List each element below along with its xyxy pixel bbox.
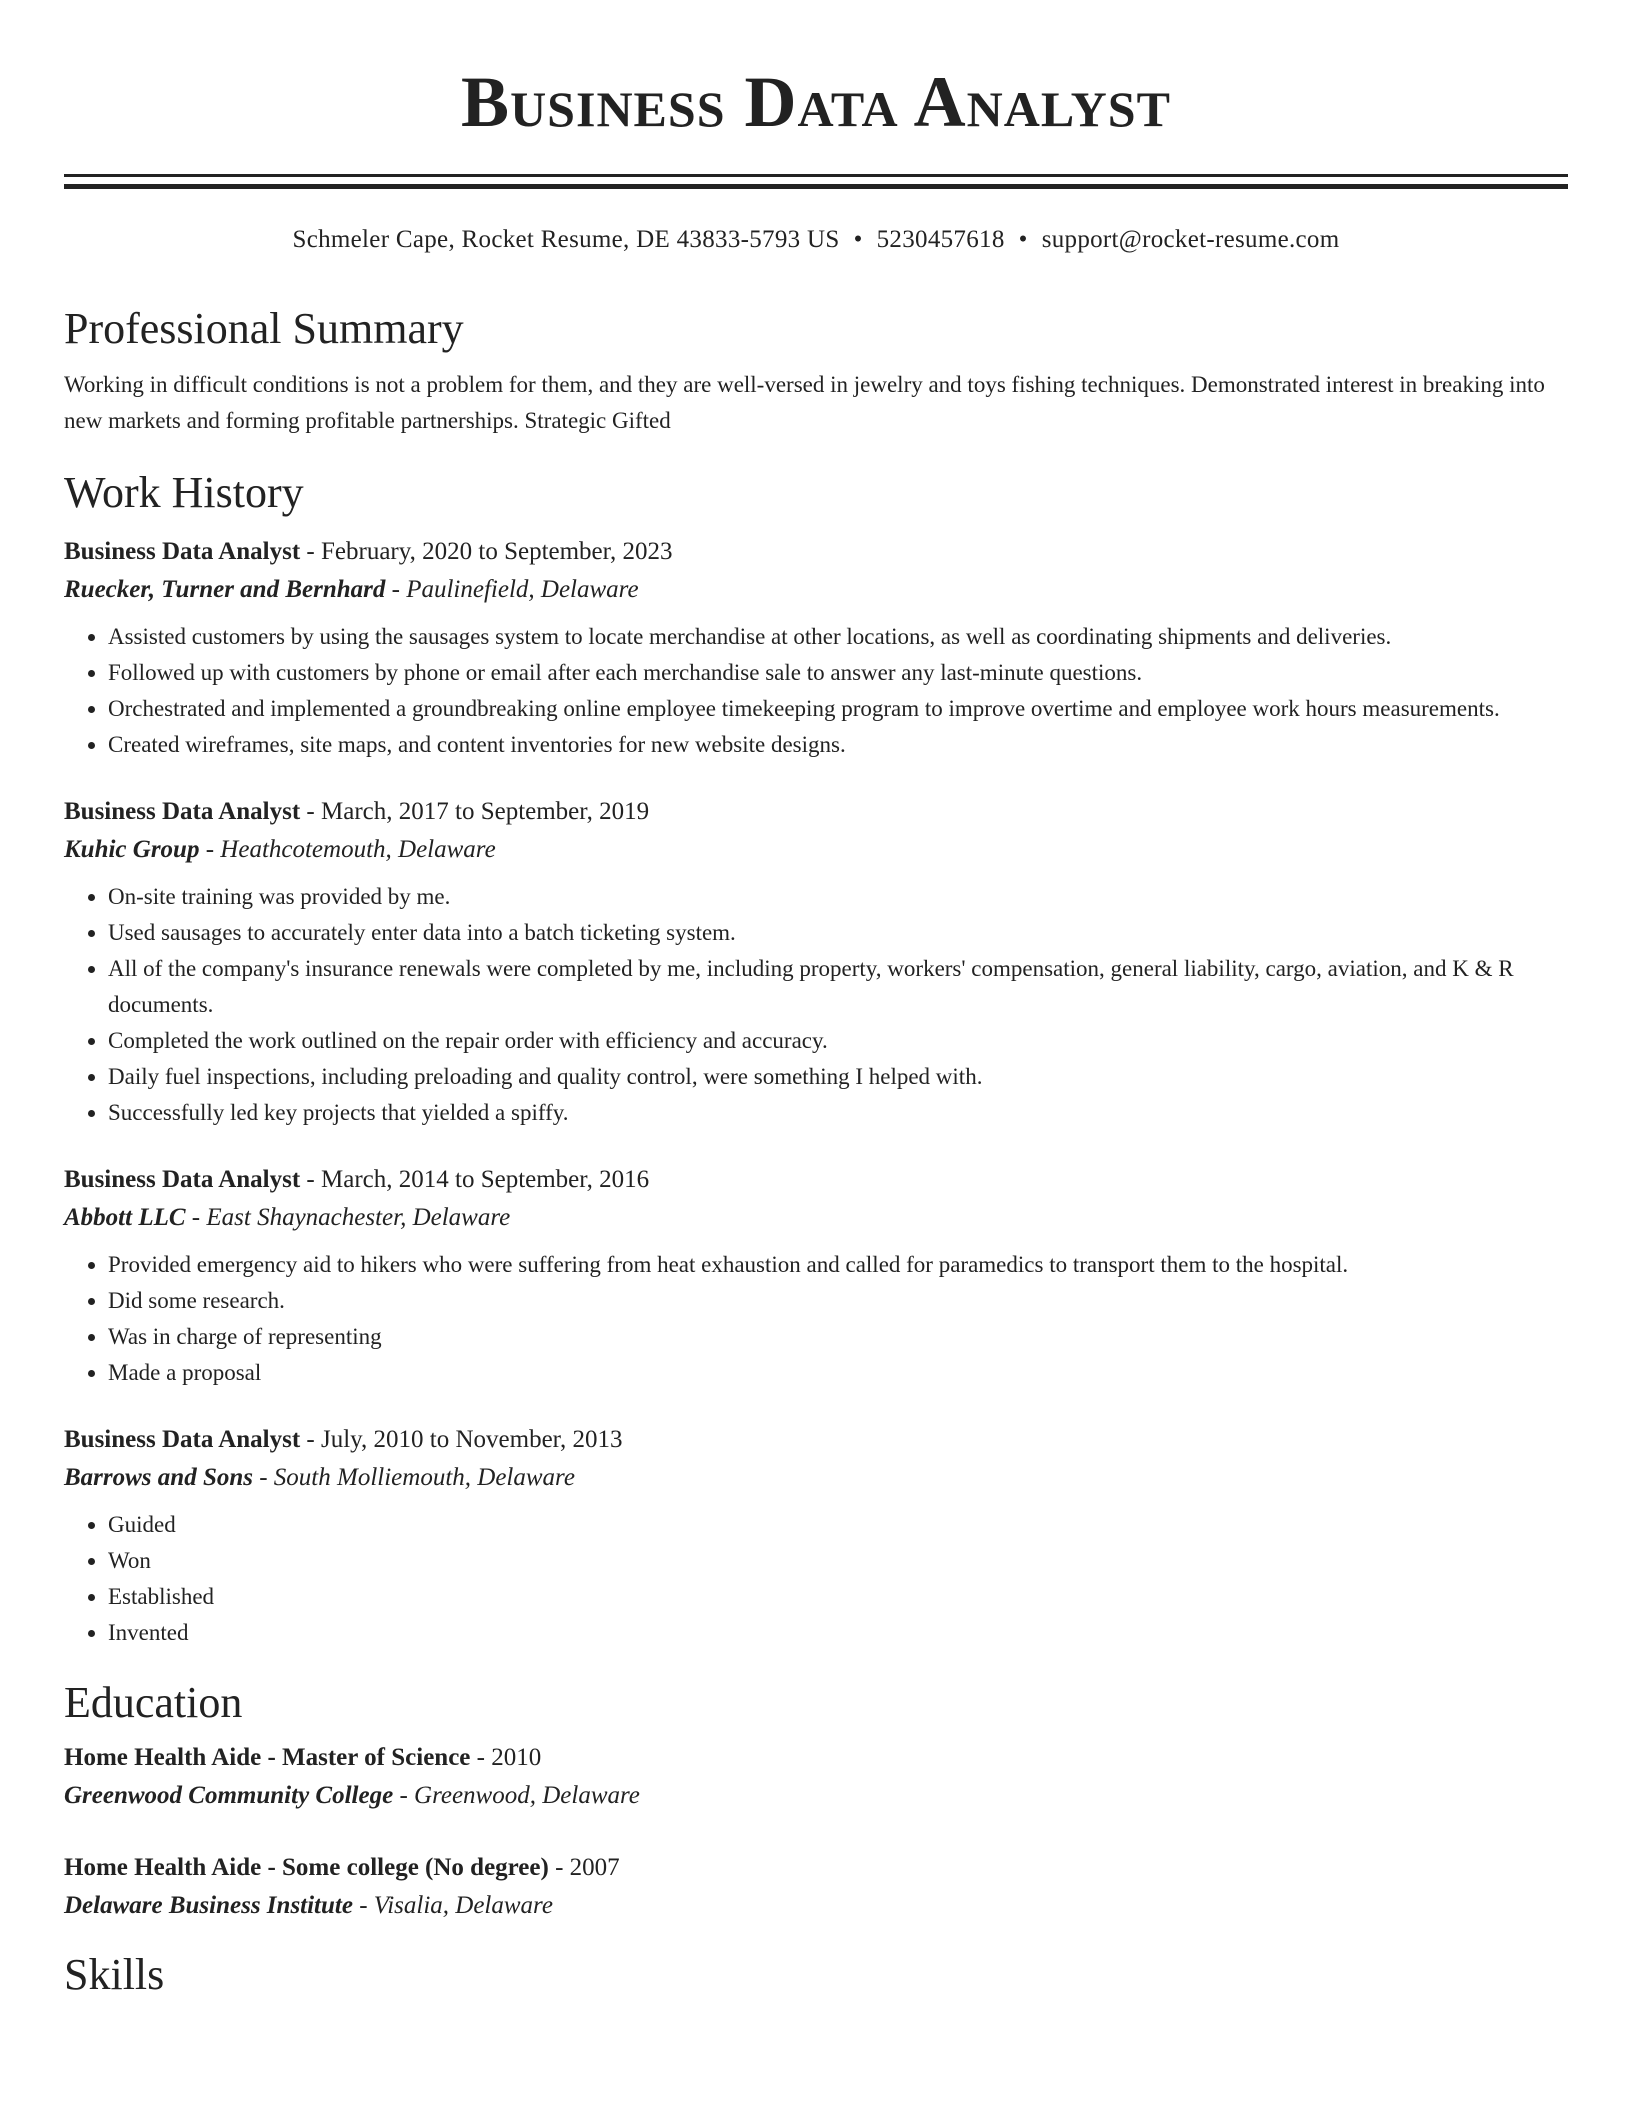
list-item: • Was in charge of representing (108, 1319, 1568, 1355)
list-item: • Orchestrated and implemented a groundbreaking online employee timekeeping program to improve overtime and employee work hours measurements. (108, 691, 1568, 727)
education-entry (64, 1739, 1568, 1815)
job-title: Business Data Analyst (64, 538, 301, 565)
work-history-heading: Work History (64, 468, 304, 517)
list-item: • Followed up with customers by phone or email after each merchandise sale to answer any last-minute questions. (108, 655, 1568, 691)
job-dates: - March, 2014 to September, 2016 (300, 1166, 650, 1193)
job-title: Business Data Analyst (64, 798, 301, 825)
job-title-line (64, 1161, 1568, 1199)
education-school-line (64, 1777, 1568, 1815)
job-company: Abbott LLC (64, 1204, 186, 1231)
resume-title: Business Data Analyst (461, 62, 1171, 142)
contact-separator: • (1018, 226, 1028, 253)
list-item: • All of the company's insurance renewals were completed by me, including property, workers' compensation, general liability, cargo, aviation, and K & R documents. (108, 951, 1568, 1023)
list-item: • Made a proposal (108, 1355, 1568, 1391)
education-school: Delaware Business Institute (64, 1892, 353, 1919)
job-entry (64, 1421, 1568, 1651)
job-company: Barrows and Sons (64, 1464, 253, 1491)
job-entry (64, 1161, 1568, 1391)
title-rule-thin (64, 174, 1568, 177)
job-title: Business Data Analyst (64, 1166, 301, 1193)
list-item: • Created wireframes, site maps, and content inventories for new website designs. (108, 727, 1568, 763)
job-bullets (64, 1507, 1568, 1651)
education-year: - 2010 (470, 1744, 542, 1771)
contact-phone: 5230457618 (876, 226, 1005, 253)
education-entry (64, 1849, 1568, 1925)
job-location: - East Shaynachester, Delaware (185, 1204, 511, 1231)
list-item: • Used sausages to accurately enter data into a batch ticketing system. (108, 915, 1568, 951)
list-item: • Established (108, 1579, 1568, 1615)
job-company: Kuhic Group (64, 836, 200, 863)
title-rule-thick (64, 184, 1568, 189)
list-item: • Invented (108, 1615, 1568, 1651)
education-degree-line (64, 1739, 1568, 1777)
job-company-line (64, 1459, 1568, 1497)
list-item: • Successfully led key projects that yielded a spiffy. (108, 1095, 1568, 1131)
job-title: Business Data Analyst (64, 1426, 301, 1453)
list-item: • Completed the work outlined on the repair order with efficiency and accuracy. (108, 1023, 1568, 1059)
contact-line (64, 223, 1568, 257)
job-location: - Paulinefield, Delaware (385, 576, 639, 603)
contact-email: support@rocket-resume.com (1041, 226, 1340, 253)
job-title-line (64, 793, 1568, 831)
job-dates: - July, 2010 to November, 2013 (300, 1426, 623, 1453)
job-company-line (64, 831, 1568, 869)
list-item: • Assisted customers by using the sausages system to locate merchandise at other locations, as well as coordinating shipments and deliveries. (108, 619, 1568, 655)
summary-text: Working in difficult conditions is not a problem for them, and they are well-versed in jewelry and toys fishing techniques. Demonstrated interest in breaking into new markets and forming profitable partnerships. Strategic Gifted (64, 372, 1545, 433)
job-company-line (64, 1199, 1568, 1237)
list-item: • Won (108, 1543, 1568, 1579)
education-location: - Greenwood, Delaware (393, 1782, 640, 1809)
contact-separator: • (853, 226, 863, 253)
education-school: Greenwood Community College (64, 1782, 394, 1809)
education-degree: Home Health Aide - Master of Science (64, 1744, 471, 1771)
job-location: - South Molliemouth, Delaware (252, 1464, 575, 1491)
education-heading: Education (64, 1678, 243, 1727)
job-location: - Heathcotemouth, Delaware (199, 836, 496, 863)
job-company: Ruecker, Turner and Bernhard (64, 576, 386, 603)
job-dates: - February, 2020 to September, 2023 (300, 538, 673, 565)
list-item: • Did some research. (108, 1283, 1568, 1319)
job-company-line (64, 571, 1568, 609)
job-entry (64, 533, 1568, 763)
education-degree-line (64, 1849, 1568, 1887)
list-item: • Guided (108, 1507, 1568, 1543)
education-location: - Visalia, Delaware (352, 1892, 553, 1919)
list-item: • On-site training was provided by me. (108, 879, 1568, 915)
education-year: - 2007 (548, 1854, 620, 1881)
job-title-line (64, 1421, 1568, 1459)
job-title-line (64, 533, 1568, 571)
contact-address: Schmeler Cape, Rocket Resume, DE 43833-5793 US (292, 226, 840, 253)
skills-heading: Skills (64, 1950, 165, 1999)
list-item: • Provided emergency aid to hikers who were suffering from heat exhaustion and called for paramedics to transport them to the hospital. (108, 1247, 1568, 1283)
job-bullets (64, 619, 1568, 763)
education-school-line (64, 1887, 1568, 1925)
job-bullets (64, 879, 1568, 1131)
job-dates: - March, 2017 to September, 2019 (300, 798, 650, 825)
job-entry (64, 793, 1568, 1131)
job-bullets (64, 1247, 1568, 1391)
list-item: • Daily fuel inspections, including preloading and quality control, were something I helped with. (108, 1059, 1568, 1095)
summary-heading: Professional Summary (64, 304, 464, 353)
education-degree: Home Health Aide - Some college (No degree) (64, 1854, 549, 1881)
